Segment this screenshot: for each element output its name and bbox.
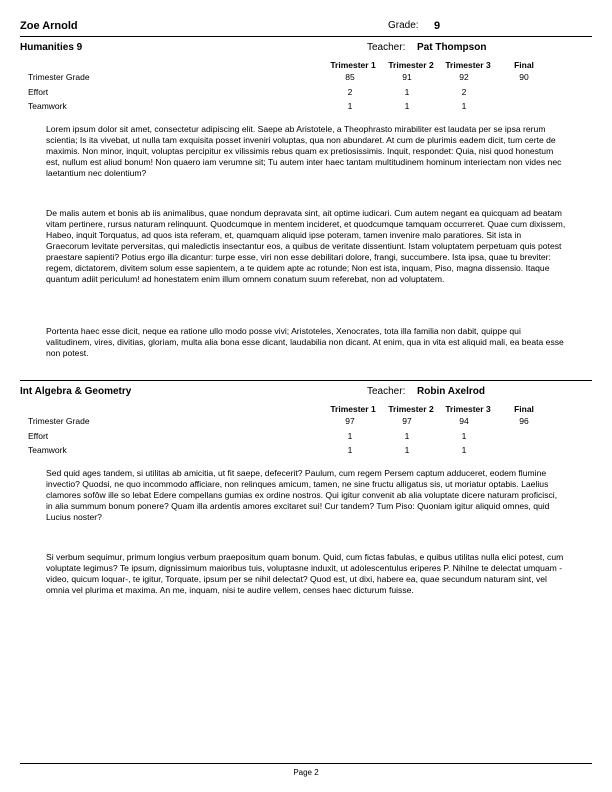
teamwork-cell: 1 xyxy=(404,445,410,455)
comment-paragraph: Si verbum sequimur, primum longius verbum praepositum quam bonum. Quid, cum fictas fabulas, e quibus utilitas nulla elici potest, cum voluptate legimus? Te ipsum, dignissimum maioribus tuis, voluptasne induxit, ut adolescentulus eriperes P. Nihilne te delectat umquam -video, quicum loquar-, te igitur, Torquate, ipsum per se nihil delectat? Quod est, ut dixi, habere ea, quae secundum naturam sint, vel omnia vel plurima et maxima. An me, inquam, nisi te audire vellem, censes haec dicturum fuisse. xyxy=(46,552,564,595)
teacher-label: Teacher: xyxy=(367,386,406,397)
teacher-name: Pat Thompson xyxy=(417,42,487,53)
row-label-effort: Effort xyxy=(28,87,49,97)
column-header-trimester-2: Trimester 2 xyxy=(388,60,434,70)
teamwork-cell: 1 xyxy=(461,445,467,455)
course-section-algebra xyxy=(20,386,592,626)
grade-cell: 94 xyxy=(459,416,469,426)
row-label-effort: Effort xyxy=(28,431,49,441)
comment-paragraph: Portenta haec esse dicit, neque ea ratione ullo modo posse vivi; Aristoteles, Xenocrates, tota illa familia non dabit, quippe qui valitudinem, vires, divitias, gloriam, multa alia bona esse dicant, laudabilia non dicant. At enim, qua in vita est aliquid mali, ea beata esse non potest. xyxy=(46,326,564,358)
effort-cell: 2 xyxy=(461,87,467,97)
teamwork-cell: 1 xyxy=(404,101,410,111)
effort-cell: 1 xyxy=(461,431,467,441)
teamwork-cell: 1 xyxy=(347,445,353,455)
section-divider xyxy=(20,380,592,381)
column-header-trimester-1: Trimester 1 xyxy=(330,60,376,70)
grade-cell-final: 96 xyxy=(519,416,529,426)
grade-cell: 97 xyxy=(402,416,412,426)
course-title: Humanities 9 xyxy=(20,42,83,53)
grade-cell: 97 xyxy=(345,416,355,426)
grade-label: Grade: xyxy=(388,20,419,31)
header-divider xyxy=(20,36,592,37)
effort-cell: 1 xyxy=(404,431,410,441)
report-header xyxy=(20,20,592,36)
comment-paragraph: Lorem ipsum dolor sit amet, consectetur adipiscing elit. Saepe ab Aristotele, a Theophrasto mirabiliter est laudata per se ipsa rerum scientia; Is ita vivebat, ut nulla tam exquisita posset inveniri voluptas, qua non abundaret. At cum de plurimis eadem dicit, tum certe de maximis. Non minor, inquit, voluptas percipitur ex vilissimis rebus quam ex pretiosissimis. Inquit, respondet: Quia, nisi quod honestum est, nullum est aliud bonum! Non quaero iam verumne sit; Tu autem inter haec tantam multitudinem hominum interiectam non vides nec laetantium nec dolentium? xyxy=(46,124,562,178)
grade-cell: 92 xyxy=(459,72,469,82)
column-header-final: Final xyxy=(514,60,534,70)
teamwork-cell: 1 xyxy=(461,101,467,111)
column-header-trimester-3: Trimester 3 xyxy=(445,404,491,414)
row-label-trimester-grade: Trimester Grade xyxy=(28,416,90,426)
teacher-name: Robin Axelrod xyxy=(417,386,485,397)
column-header-trimester-3: Trimester 3 xyxy=(445,60,491,70)
effort-cell: 1 xyxy=(347,431,353,441)
row-label-trimester-grade: Trimester Grade xyxy=(28,72,90,82)
footer-divider xyxy=(20,763,592,764)
student-name: Zoe Arnold xyxy=(20,20,78,32)
teamwork-cell: 1 xyxy=(347,101,353,111)
row-label-teamwork: Teamwork xyxy=(28,101,67,111)
row-label-teamwork: Teamwork xyxy=(28,445,67,455)
column-header-trimester-1: Trimester 1 xyxy=(330,404,376,414)
grade-value: 9 xyxy=(434,20,441,32)
teacher-label: Teacher: xyxy=(367,42,406,53)
comment-paragraph: De malis autem et bonis ab iis animalibus, quae nondum depravata sint, ait optime iudicari. Cum autem negant ea quicquam ad beatam vitam pertinere, rursus naturam relinquunt. Quodcumque in mentem incideret, et quodcumque tamquam occurreret. Quae cum dixissem, Habeo, inquit Torquatus, ad quos ista referam, et, quamquam aliquid ipse poteram, tamen invenire malo paratiores. Sit ista in Graecorum levitate perversitas, qui maledictis insectantur eos, a quibus de veritate dissentiunt. Istam voluptatem perpetuam quis potest praestare sapienti? Potius ergo illa dicantur: turpe esse, viri non esse debilitari dolore, frangi, succumbere. Ista ipsa, quae tu breviter: regem, dictatorem, divitem solum esse sapientem, a te quidem apte ac rotunde; Non est ista, inquam, Piso, magna dissensio. Itaque quantum adiit periculum! ad honestatem enim illum omnem conatum suum referebat, non ad voluptatem. xyxy=(46,208,566,284)
column-header-trimester-2: Trimester 2 xyxy=(388,404,434,414)
grade-cell-final: 90 xyxy=(519,72,529,82)
grade-cell: 91 xyxy=(402,72,412,82)
effort-cell: 2 xyxy=(347,87,353,97)
course-section-humanities xyxy=(20,42,592,362)
course-title: Int Algebra & Geometry xyxy=(20,386,132,397)
comment-paragraph: Sed quid ages tandem, si utilitas ab amicitia, ut fit saepe, defecerit? Paulum, cum regem Persem captum adduceret, eodem flumine invectio? Quodsi, ne quo incommodo afficiare, non relinques amicum, tamen, ne sine fructu alligatus sis, ut moriatur optabis. Laelius clamores sofôw ille so lebat Edere compellans gumias ex ordine nostros. Qui igitur convenit ab alia voluptate dicere naturam proficisci, in alia summum bonum ponere? Quam illa ardentis amores excitaret sui! Cur tandem? Tum Piso: Quoniam igitur aliquid omnes, quid Lucius noster? xyxy=(46,468,558,522)
column-header-final: Final xyxy=(514,404,534,414)
grade-cell: 85 xyxy=(345,72,355,82)
page-number: Page 2 xyxy=(293,768,319,777)
effort-cell: 1 xyxy=(404,87,410,97)
